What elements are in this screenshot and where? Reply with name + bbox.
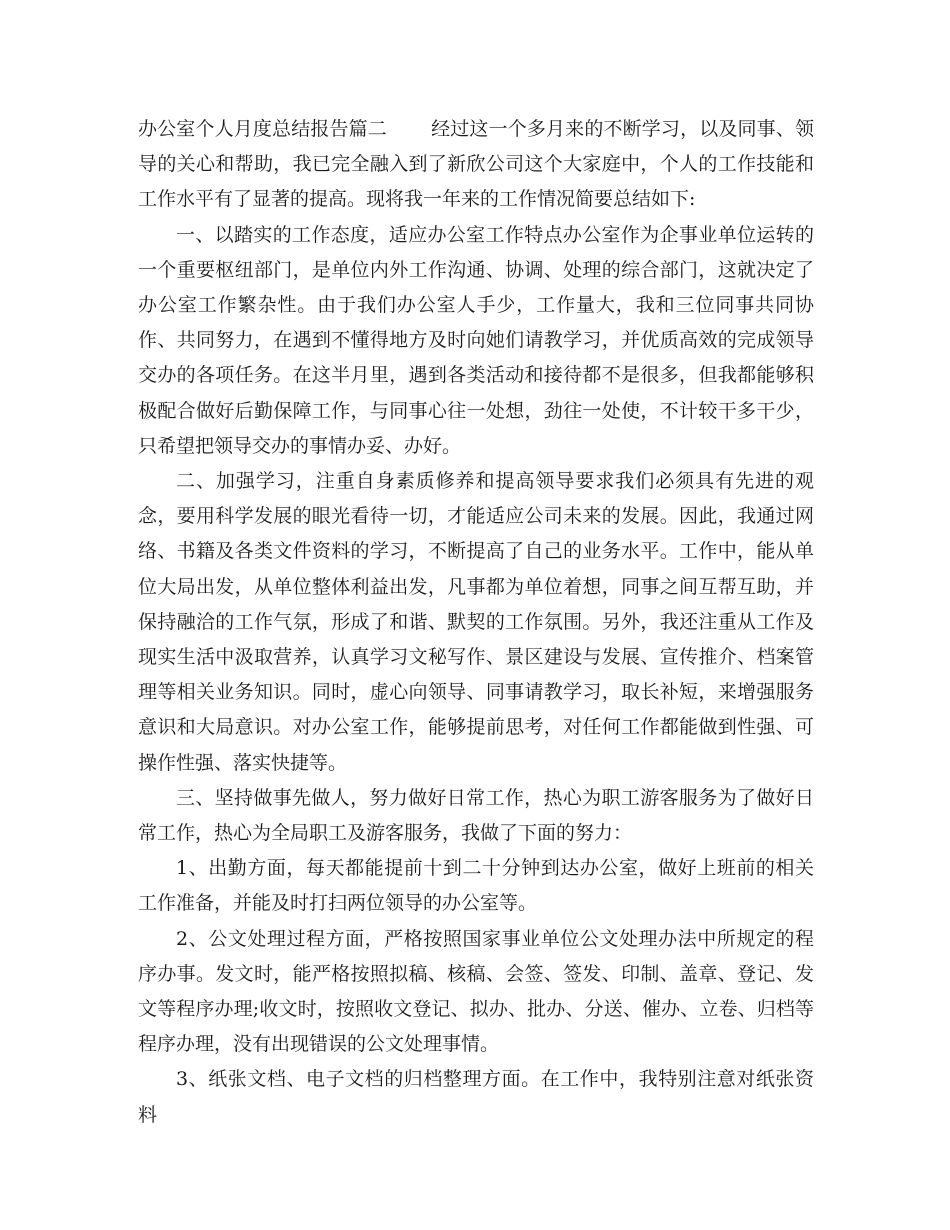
section-2-paragraph: 二、加强学习，注重自身素质修养和提高领导要求我们必须具有先进的观念，要用科学发展的眼光看待一切，才能适应公司未来的发展。因此，我通过网络、书籍及各类文件资料的学习，不断提高了自己的业务水平。工作中，能从单位大局出发，从单位整体利益出发，凡事都为单位着想，同事之间互帮互助，并保持融洽的工作气氛，形成了和谐、默契的工作氛围。另外，我还注重从工作及现实生活中汲取营养，认真学习文秘写作、景区建设与发展、宣传推介、档案管理等相关业务知识。同时，虚心向领导、同事请教学习，取长补短，来增强服务意识和大局意识。对办公室工作，能够提前思考，对任何工作都能做到性强、可操作性强、落实快捷等。 — [138, 470, 814, 774]
intro-paragraph — [138, 112, 814, 218]
item-2-paragraph: 2、公文处理过程方面，严格按照国家事业单位公文处理办法中所规定的程序办事。发文时，能严格按照拟稿、核稿、会签、签发、印制、盖章、登记、发文等程序办理;收文时，按照收文登记、拟办、批办、分送、催办、立卷、归档等程序办理，没有出现错误的公文处理事情。 — [138, 927, 814, 1056]
section-3-paragraph: 三、坚持做事先做人，努力做好日常工作，热心为职工游客服务为了做好日常工作，热心为全局职工及游客服务，我做了下面的努力： — [138, 786, 814, 845]
section-1-paragraph: 一、以踏实的工作态度，适应办公室工作特点办公室作为企事业单位运转的一个重要枢纽部门，是单位内外工作沟通、协调、处理的综合部门，这就决定了办公室工作繁杂性。由于我们办公室人手少，工作量大，我和三位同事共同协作、共同努力，在遇到不懂得地方及时向她们请教学习，并优质高效的完成领导交办的各项任务。在这半月里，遇到各类活动和接待都不是很多，但我都能够积极配合做好后勤保障工作，与同事心往一处想，劲往一处使，不计较干多干少，只希望把领导交办的事情办妥、办好。 — [138, 223, 814, 457]
item-1-paragraph: 1、出勤方面，每天都能提前十到二十分钟到达办公室，做好上班前的相关工作准备，并能及时打扫两位领导的办公室等。 — [138, 857, 814, 915]
document-title: 办公室个人月度总结报告篇二 — [138, 118, 387, 140]
intro-text: 经过这一个多月来的不断学习，以及同事、领导的关心和帮助，我已完全融入到了新欣公司这个大家庭中，个人的工作技能和工作水平有了显著的提高。现将我一年来的工作情况简要总结如下: — [138, 118, 814, 211]
item-3-paragraph: 3、纸张文档、电子文档的归档整理方面。在工作中，我特别注意对纸张资料 — [138, 1068, 814, 1126]
document-body — [138, 112, 814, 1133]
